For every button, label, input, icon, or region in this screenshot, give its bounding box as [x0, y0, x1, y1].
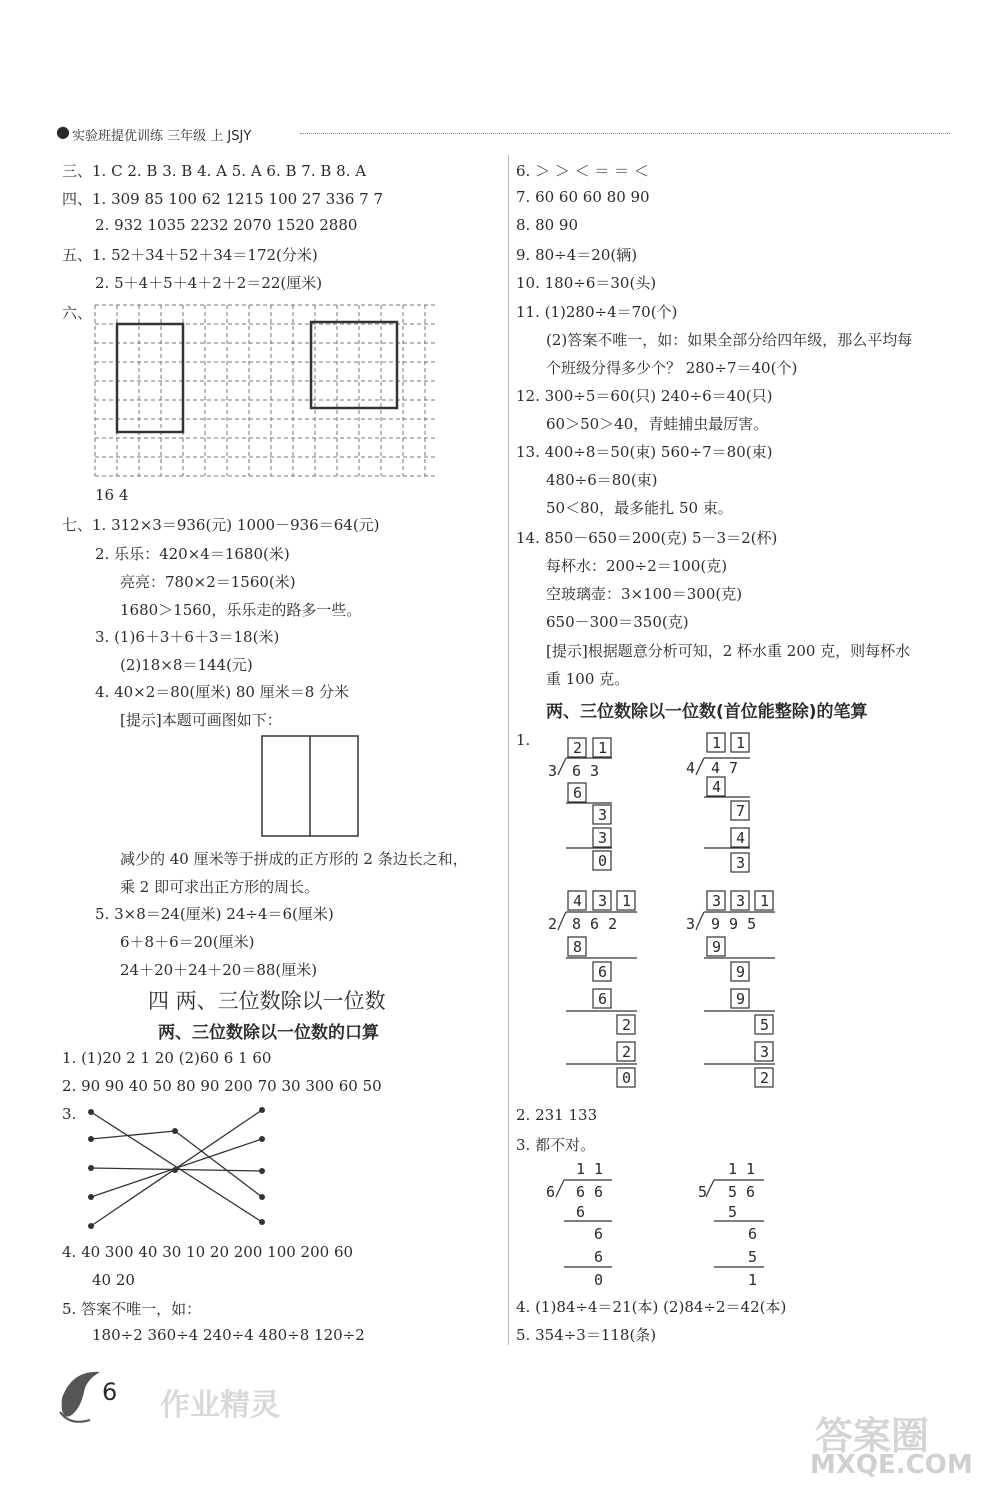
step-digit: 5 [760, 1016, 770, 1034]
divisor: 4 [686, 759, 696, 777]
answer-line: 减少的 40 厘米等于拼成的正方形的 2 条边长之和， [120, 850, 468, 868]
hint-line: [提示]本题可画图如下： [120, 711, 282, 729]
step-digit: 9 [736, 963, 746, 981]
answer-line: 2. 5＋4＋5＋4＋2＋2＝22(厘米) [95, 274, 323, 292]
answer-line: 1680＞1560，乐乐走的路多一些。 [120, 601, 362, 619]
header-bullet: ● [56, 122, 70, 141]
watermark: 作业精灵 [160, 1388, 280, 1423]
answer-line: 1. [516, 731, 531, 749]
answer-line: 60＞50＞40，青蛙捕虫最厉害。 [546, 415, 769, 433]
step-digit: 2 [622, 1016, 632, 1034]
quotient-digit: 3 [712, 892, 722, 910]
step-digit: 2 [760, 1069, 770, 1087]
watermark: MXQE.COM [810, 1450, 973, 1480]
divisor: 3 [548, 762, 558, 780]
divisor: 6 [546, 1183, 556, 1201]
step-digit: 6 [594, 1248, 604, 1266]
answer-line: 13. 400÷8＝50(束) 560÷7＝80(束) [516, 443, 773, 461]
step-digit: 7 [736, 802, 746, 820]
divisor: 2 [548, 915, 558, 933]
step-digit: 8 [573, 938, 583, 956]
dividend: 9 9 5 [711, 915, 757, 933]
answer-line: 每杯水：200÷2＝100(克) [546, 557, 728, 575]
answer-line: 2. 乐乐：420×4＝1680(米) [95, 545, 290, 563]
step-digit: 6 [573, 784, 583, 802]
answer-line: 16 4 [95, 486, 129, 504]
answer-line: 3. (1)6＋3＋6＋3＝18(米) [95, 628, 280, 646]
answer-line: 3. [62, 1105, 77, 1123]
header-title: 实验班提优训练 三年级 上 JSJY [72, 129, 252, 144]
quotient-digit: 1 [712, 734, 722, 752]
answer-line: 8. 80 90 [516, 216, 579, 234]
divisor: 3 [686, 915, 696, 933]
answer-line: 14. 850－650＝200(克) 5－3＝2(杯) [516, 529, 778, 547]
step-digit: 5 [748, 1248, 758, 1266]
step-digit: 1 [748, 1271, 758, 1289]
step-digit: 9 [712, 938, 722, 956]
answer-line: 5. 3×8＝24(厘米) 24÷4＝6(厘米) [95, 905, 334, 923]
answer-line: 空玻璃壶：3×100＝300(克) [546, 585, 743, 603]
section-title: 两、三位数除以一位数(首位能整除)的笔算 [546, 702, 868, 722]
section-title: 两、三位数除以一位数的口算 [158, 1023, 379, 1043]
answer-line: 40 20 [92, 1271, 135, 1289]
step-digit: 6 [598, 963, 608, 981]
quotient-digit: 3 [598, 892, 608, 910]
answer-line: 9. 80÷4＝20(辆) [516, 246, 638, 264]
dividend: 4 7 [711, 759, 739, 777]
answer-line: 4. (1)84÷4＝21(本) (2)84÷2＝42(本) [516, 1298, 787, 1316]
answer-line: 个班级分得多少个？ 280÷7＝40(个) [546, 359, 798, 377]
dividend: 5 6 [728, 1183, 756, 1201]
quotient-digit: 1 [622, 892, 632, 910]
answer-line: 七、1. 312×3＝936(元) 1000－936＝64(元) [62, 516, 380, 534]
answer-line: 180÷2 360÷4 240÷4 480÷8 120÷2 [92, 1326, 365, 1344]
answer-line: 2. 90 90 40 50 80 90 200 70 30 300 60 50 [62, 1077, 382, 1095]
quotient-digit: 3 [736, 892, 746, 910]
watermark: 答案圈 [815, 1414, 930, 1458]
answer-line: 5. 354÷3＝118(条) [516, 1326, 657, 1344]
answer-line: 7. 60 60 60 80 90 [516, 188, 650, 206]
step-digit: 4 [712, 778, 722, 796]
answer-line: 6＋8＋6＝20(厘米) [120, 933, 255, 951]
step-digit: 0 [594, 1271, 604, 1289]
step-digit: 3 [598, 829, 608, 847]
answer-line: 亮亮：780×2＝1560(米) [120, 573, 296, 591]
step-digit: 2 [622, 1043, 632, 1061]
step-digit: 4 [736, 829, 746, 847]
answer-line: 三、1. C 2. B 3. B 4. A 5. A 6. B 7. B 8. A [62, 162, 367, 180]
answer-line: (2)答案不唯一，如：如果全部分给四年级，那么平均每 [546, 331, 913, 349]
step-digit: 3 [760, 1043, 770, 1061]
answer-line: 乘 2 即可求出正方形的周长。 [120, 878, 320, 896]
answer-line: 重 100 克。 [546, 670, 630, 688]
step-digit: 6 [594, 1225, 604, 1243]
dividend: 8 6 2 [572, 915, 618, 933]
dividend: 6 6 [576, 1183, 604, 1201]
answer-line: 10. 180÷6＝30(头) [516, 274, 657, 292]
answer-line: 2. 231 133 [516, 1106, 598, 1124]
divisor: 5 [698, 1183, 708, 1201]
answer-line: 650－300＝350(克) [546, 613, 689, 631]
answer-line: 六、 [62, 304, 93, 322]
answer-line: 2. 932 1035 2232 2070 1520 2880 [95, 216, 358, 234]
quotient-digit: 1 [736, 734, 746, 752]
chapter-title: 四 两、三位数除以一位数 [148, 989, 386, 1013]
answer-line: 6. ＞ ＞ ＜ ＝ ＝ ＜ [516, 162, 649, 180]
answer-line: 24＋20＋24＋20＝88(厘米) [120, 961, 318, 979]
step-digit: 9 [736, 990, 746, 1008]
answer-line: 5. 答案不唯一，如： [62, 1300, 202, 1318]
answer-line: 4. 40×2＝80(厘米) 80 厘米＝8 分米 [95, 683, 350, 701]
dividend: 6 3 [572, 762, 600, 780]
answer-line: 1. (1)20 2 1 20 (2)60 6 1 60 [62, 1049, 272, 1067]
hint-line: [提示]根据题意分析可知，2 杯水重 200 克，则每杯水 [546, 642, 911, 660]
answer-line: 480÷6＝80(束) [546, 471, 658, 489]
step-digit: 0 [622, 1069, 632, 1087]
step-digit: 6 [576, 1203, 586, 1221]
step-digit: 6 [598, 990, 608, 1008]
quotient: 1 1 [728, 1160, 756, 1178]
step-digit: 3 [598, 806, 608, 824]
answer-line: 12. 300÷5＝60(只) 240÷6＝40(只) [516, 387, 773, 405]
quotient-digit: 1 [598, 739, 608, 757]
answer-line: 4. 40 300 40 30 10 20 200 100 200 60 [62, 1243, 354, 1261]
answer-line: 11. (1)280÷4＝70(个) [516, 303, 678, 321]
quotient-digit: 1 [760, 892, 770, 910]
step-digit: 0 [598, 852, 608, 870]
answer-line: 四、1. 309 85 100 62 1215 100 27 336 7 7 [62, 190, 384, 208]
page-number: 6 [102, 1378, 118, 1406]
step-digit: 6 [748, 1225, 758, 1243]
answer-line: 3. 都不对。 [516, 1136, 596, 1154]
quotient-digit: 2 [573, 739, 583, 757]
answer-line: 五、1. 52＋34＋52＋34＝172(分米) [62, 246, 318, 264]
step-digit: 5 [728, 1203, 738, 1221]
answer-line: 50＜80，最多能扎 50 束。 [546, 499, 733, 517]
quotient-digit: 4 [573, 892, 583, 910]
answer-line: (2)18×8＝144(元) [120, 656, 253, 674]
quotient: 1 1 [576, 1160, 604, 1178]
step-digit: 3 [736, 854, 746, 872]
